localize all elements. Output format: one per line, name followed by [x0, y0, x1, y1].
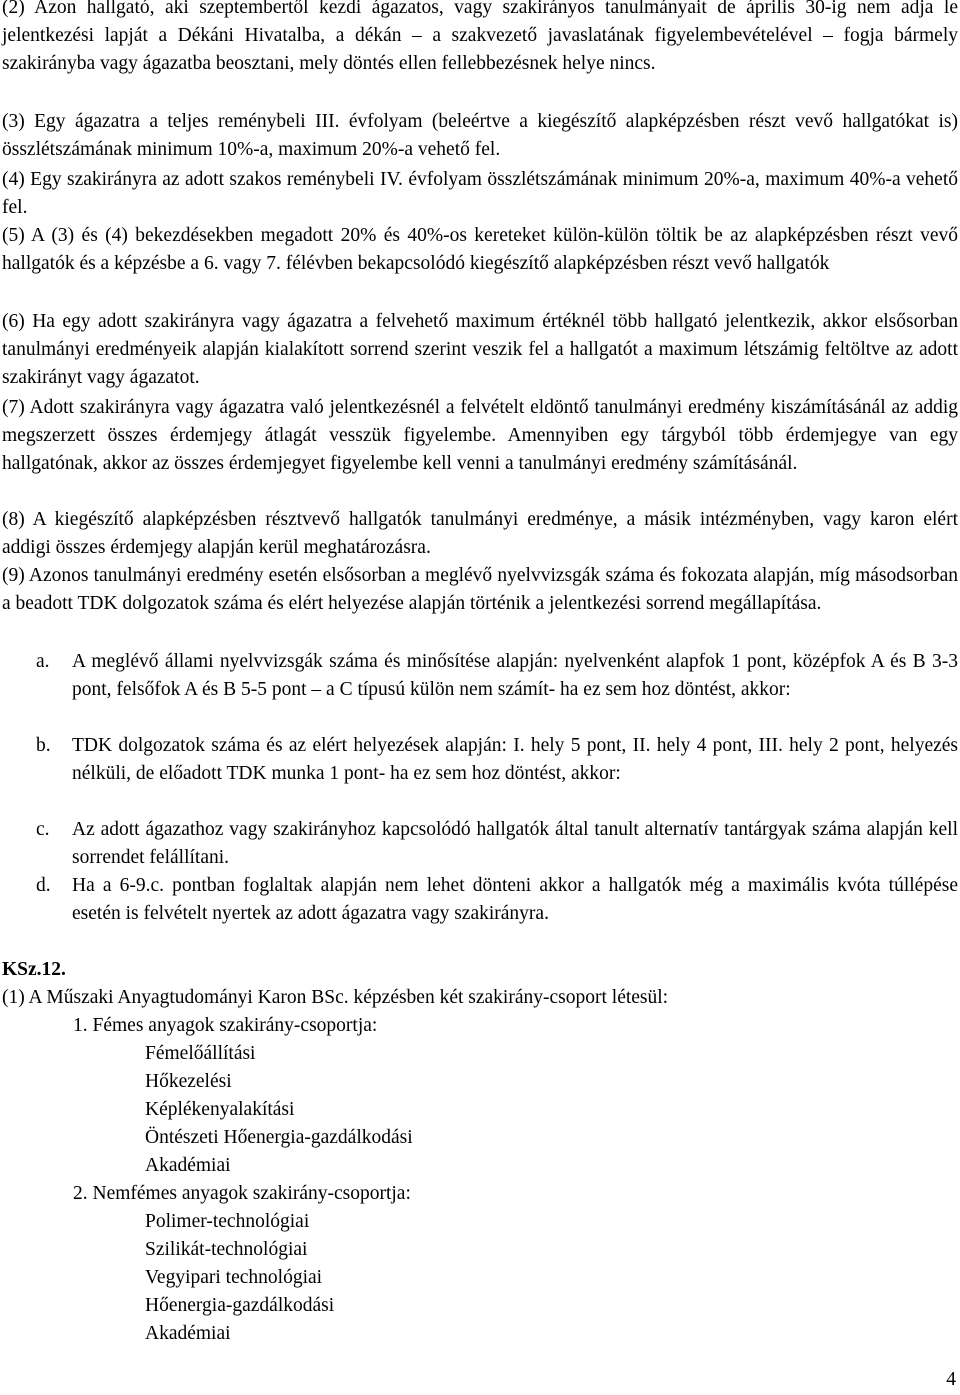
group-2-item: Vegyipari technológiai [145, 1267, 323, 1288]
group-1-item: Öntészeti Hőenergia-gazdálkodási [145, 1127, 413, 1148]
paragraph-7: (7) Adott szakirányra vagy ágazatra való jelentkezésnél a felvételt eldöntő tanulmányi eredmény kiszámításánál az addig megszerzett összes érdemjegy átlagát vesszük figyelembe. Amennyiben egy tárgyból több érdemjegye van egy hallgatónak, akkor az összes érdemjegyet figyelembe kell venni a tanulmányi eredmény számításánál. [2, 397, 958, 475]
group-1-item: Fémelőállítási [145, 1043, 256, 1064]
sub-item-c [36, 816, 958, 872]
paragraph-5: (5) A (3) és (4) bekezdésekben megadott 20% és 40%-os kereteket külön-külön töltik be az alapképzésben részt vevő hallgatók és a képzésbe a 6. vagy 7. félévben bekapcsolódó kiegészítő alapképzésben részt vevő hallgatók [2, 225, 958, 275]
paragraph-4: (4) Egy szakirányra az adott szakos reménybeli IV. évfolyam összlétszámának minimum 20%-a, maximum 40%-a vehető fel. [2, 169, 958, 219]
sub-item-text: A meglévő állami nyelvvizsgák száma és minősítése alapján: nyelvenként alapfok 1 pont, középfok A és B 3-3 pont, felsőfok A és B 5-5 pont – a C típusú külön nem számít- ha ez sem hoz döntést, akkor: [72, 651, 958, 701]
group-1-item: Képlékenyalakítási [145, 1099, 295, 1120]
sub-item-text: TDK dolgozatok száma és az elért helyezések alapján: I. hely 5 pont, II. hely 4 pont, III. hely 2 pont, helyezés nélküli, de előadott TDK munka 1 pont- ha ez sem hoz döntést, akkor: [72, 735, 958, 785]
page-number: 4 [946, 1369, 956, 1390]
group-2-item: Polimer-technológiai [145, 1211, 310, 1232]
sub-item-b [36, 732, 958, 788]
group-title-2: 2. Nemfémes anyagok szakirány-csoportja: [73, 1183, 411, 1204]
group-1-item: Akadémiai [145, 1155, 231, 1176]
group-title-1: 1. Fémes anyagok szakirány-csoportja: [73, 1015, 378, 1036]
group-2-item: Szilikát-technológiai [145, 1239, 308, 1260]
group-2-item: Hőenergia-gazdálkodási [145, 1295, 335, 1316]
sub-item-text: Az adott ágazathoz vagy szakirányhoz kapcsolódó hallgatók által tanult alternatív tantárgyak száma alapján kell sorrendet felállítani. [72, 819, 958, 869]
group-2-item: Akadémiai [145, 1323, 231, 1344]
section-intro: (1) A Műszaki Anyagtudományi Karon BSc. képzésben két szakirány-csoport létesül: [2, 987, 669, 1008]
section-heading: KSz.12. [2, 959, 66, 980]
sub-item-letter: c. [36, 819, 50, 840]
paragraph-9: (9) Azonos tanulmányi eredmény esetén elsősorban a meglévő nyelvvizsgák száma és fokozata alapján, míg másodsorban a beadott TDK dolgozatok száma és elért helyezése alapján történik a jelentkezési sorrend megállapítása. [2, 565, 958, 615]
sub-item-letter: b. [36, 735, 51, 756]
sub-item-letter: d. [36, 875, 51, 896]
sub-item-text: Ha a 6-9.c. pontban foglaltak alapján nem lehet dönteni akkor a hallgatók még a maximális kvóta túllépése esetén is felvételt nyertek az adott ágazatra vagy szakirányra. [72, 875, 958, 925]
paragraph-8: (8) A kiegészítő alapképzésben résztvevő hallgatók tanulmányi eredménye, a másik intézményben, vagy karon elért addigi összes érdemjegy alapján kerül meghatározásra. [2, 509, 958, 559]
paragraph-2: (2) Azon hallgató, aki szeptembertől kezdi ágazatos, vagy szakirányos tanulmányait de április 30-ig nem adja le jelentkezési lapját a Dékáni Hivatalba, a dékán – a szakvezető javaslatának figyelembevételével – fogja bármely szakirányba vagy ágazatba beosztani, mely döntés ellen fellebbezésnek helye nincs. [2, 0, 958, 75]
paragraph-3: (3) Egy ágazatra a teljes reménybeli III. évfolyam (beleértve a kiegészítő alapképzésben részt vevő hallgatókat is) összlétszámának minimum 10%-a, maximum 20%-a vehető fel. [2, 111, 958, 161]
sub-item-a [36, 648, 958, 704]
sub-item-d [36, 872, 958, 928]
paragraph-6: (6) Ha egy adott szakirányra vagy ágazatra a felvehető maximum értéknél több hallgató jelentkezik, akkor elsősorban tanulmányi eredményeik alapján kialakított sorrend szerint veszik fel a hallgatót a maximum létszámig feltöltve az adott szakirányt vagy ágazatot. [2, 311, 958, 389]
group-1-item: Hőkezelési [145, 1071, 232, 1092]
sub-item-letter: a. [36, 651, 50, 672]
